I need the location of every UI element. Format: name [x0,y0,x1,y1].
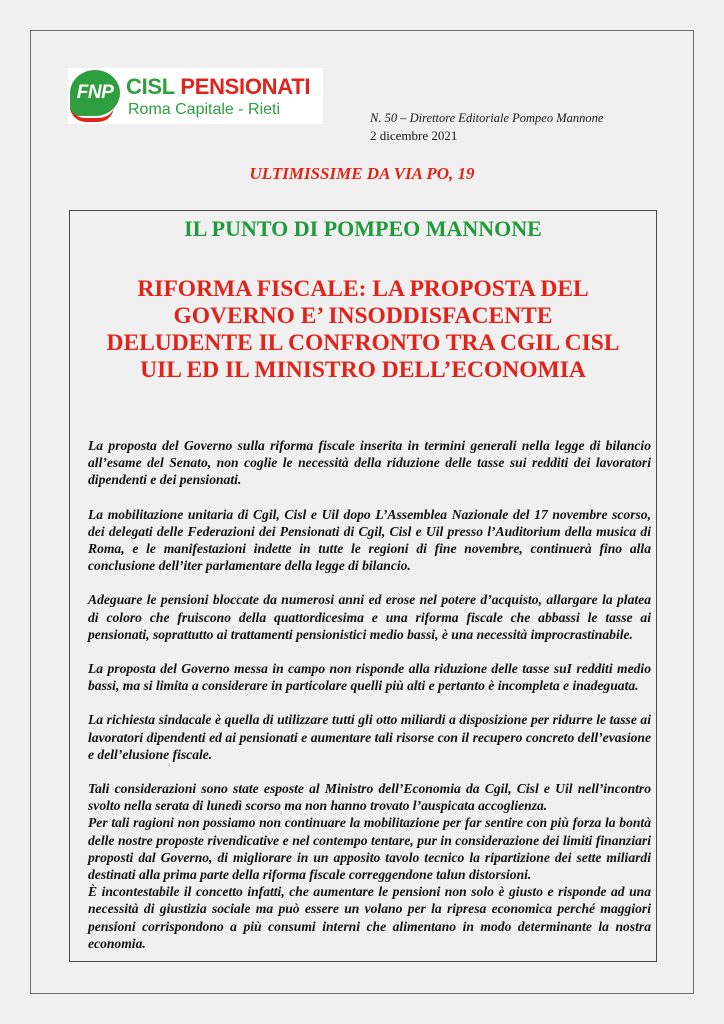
logo-brand-cisl: CISL [126,74,175,99]
headline [69,276,657,384]
paragraph: La proposta del Governo messa in campo non risponde alla riduzione delle tasse suI redditi medio bassi, ma si limita a considerare in particolare quelli più alti e pertanto è incompleta e inadeguata. [88,661,651,694]
paragraph: La proposta del Governo sulla riforma fiscale inserita in termini generali nella legge di bilancio all’esame del Senato, non coglie le necessità della riduzione delle tasse sui redditi dei lavoratori dipendenti e dei pensionati. [88,438,651,488]
headline-line: UIL ED IL MINISTRO DELL’ECONOMIA [140,357,586,383]
paragraph: La richiesta sindacale è quella di utilizzare tutti gli otto miliardi a disposizione per ridurre le tasse ai lavoratori dipendenti ed ai pensionati e aumentare tali risorse con il recupero concreto dell’evasione e dell’elusione fiscale. [88,712,651,762]
headline-line: RIFORMA FISCALE: LA PROPOSTA DEL [137,276,589,302]
logo-brand [126,74,310,100]
fnp-logo-mark: FNP [70,70,120,116]
issue-info [370,110,603,144]
issue-date: 2 dicembre 2021 [370,128,458,143]
article-body [88,437,651,952]
paragraph: La mobilitazione unitaria di Cgil, Cisl e Uil dopo L’Assemblea Nazionale del 17 novembre scorso, dei delegati delle Federazioni dei Pensionati di Cgil, Cisl e Uil presso l’Auditorium della musica di Roma, e le manifestazioni indette in tutte le regioni di fine novembre, continuerà fino alla conclusione dell’iter parlamentare della legge di bilancio. [88,506,651,574]
issue-line: N. 50 – Direttore Editoriale Pompeo Mannone [370,111,604,125]
paragraph: Tali considerazioni sono state esposte al Ministro dell’Economia da Cgil, Cisl e Uil nell’incontro svolto nella serata di lunedì scorso ma non hanno trovato l’auspicata accoglienza. [88,781,651,814]
logo-brand-pensionati: PENSIONATI [180,74,311,99]
cisl-pensionati-logo [68,68,323,124]
section-title: IL PUNTO DI POMPEO MANNONE [184,216,542,241]
paragraph: È incontestabile il concetto infatti, che aumentare le pensioni non solo è giusto e risponde ad una necessità di giustizia sociale ma può essere un volano per la ripresa economica perché maggiori pensioni corrispondono a più consumi interni che alimentano in modo determinante la nostra economia. [88,884,651,951]
headline-line: GOVERNO E’ INSODDISFACENTE [173,303,553,329]
logo-region: Roma Capitale - Rieti [128,101,281,118]
paragraph: Per tali ragioni non possiamo non continuare la mobilitazione per far sentire con più forza la bontà delle nostre proposte rivendicative e nel contempo tentare, pur in considerazione dei limiti finanziari proposti dal Governo, di migliorare in un apposito tavolo tecnico la ripartizione dei sette miliardi destinati alla prima parte della riforma fiscale correggendone talun distorsioni. [88,815,651,883]
paragraph: Adeguare le pensioni bloccate da numerosi anni ed erose nel potere d’acquisto, allargare la platea di coloro che fruiscono della quattordicesima e una riforma fiscale che abbassi le tasse ai pensionati, soprattutto ai trattamenti pensionistici medio bassi, è una necessità improcrastinabile. [88,592,651,642]
headline-line: DELUDENTE IL CONFRONTO TRA CGIL CISL [106,330,620,356]
logo-swoosh-icon [70,106,114,122]
subhead: ULTIMISSIME DA VIA PO, 19 [249,164,475,183]
